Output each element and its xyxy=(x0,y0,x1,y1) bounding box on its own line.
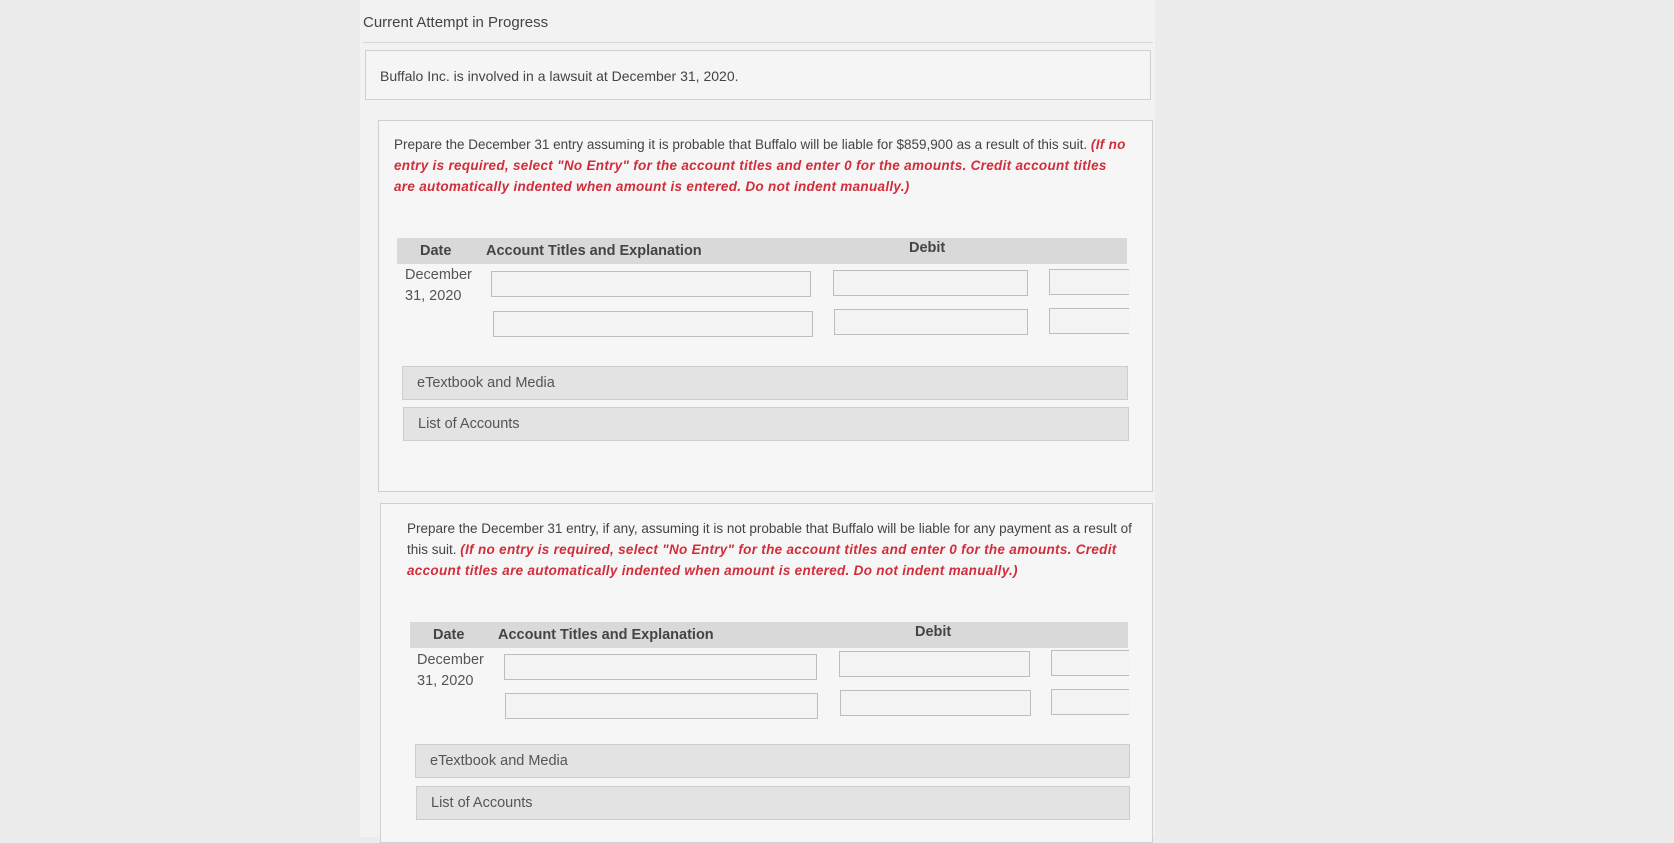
account-column-header: Account Titles and Explanation xyxy=(498,627,714,643)
list-of-accounts-label: List of Accounts xyxy=(418,416,520,432)
part-2-row-2-debit-field[interactable] xyxy=(840,690,1031,716)
list-of-accounts-label: List of Accounts xyxy=(431,795,533,811)
part-1-row-2-account-field[interactable] xyxy=(493,311,813,337)
divider xyxy=(363,42,1153,43)
part-2-list-of-accounts-button[interactable] xyxy=(416,786,1130,820)
part-1-etextbook-button[interactable] xyxy=(402,366,1128,400)
date-column-header: Date xyxy=(433,627,465,643)
entry-date-line: December xyxy=(405,267,472,283)
part-1-row-1-debit-field[interactable] xyxy=(833,270,1028,296)
part-2-prompt xyxy=(407,518,1132,581)
part-1-prompt xyxy=(394,134,1130,197)
debit-column-header: Debit xyxy=(909,240,946,256)
part-1-row-2-credit-field[interactable] xyxy=(1049,308,1129,334)
part-2-row-2-credit-field[interactable] xyxy=(1051,689,1129,715)
part-2-table-header xyxy=(410,622,1128,648)
entry-date-line: 31, 2020 xyxy=(417,673,474,689)
part-1-row-1-credit-field[interactable] xyxy=(1049,269,1129,295)
part-1-row-2-debit-field[interactable] xyxy=(834,309,1028,335)
part-2-row-1-account-field[interactable] xyxy=(504,654,817,680)
part-2-instructions: (If no entry is required, select "No Entry" for the account titles and enter 0 for the amounts. Credit account titles are automatically indented when amount is entered. Do not indent manually.) xyxy=(407,542,1117,578)
etextbook-label: eTextbook and Media xyxy=(417,375,555,391)
part-2-prompt-text: Prepare the December 31 entry, if any, assuming it is not probable that Buffalo will be liable for any payment as a result of this suit. xyxy=(407,521,1132,557)
entry-date-line: 31, 2020 xyxy=(405,288,462,304)
account-column-header: Account Titles and Explanation xyxy=(486,243,702,259)
part-2-row-1-credit-field[interactable] xyxy=(1051,650,1129,676)
problem-intro-box xyxy=(365,50,1151,100)
etextbook-label: eTextbook and Media xyxy=(430,753,568,769)
attempt-status-label: Current Attempt in Progress xyxy=(363,14,549,31)
part-1-entry-date xyxy=(405,265,472,307)
part-2-entry-date xyxy=(417,650,484,692)
part-1-row-1-account-field[interactable] xyxy=(491,271,811,297)
part-1-table-header xyxy=(397,238,1127,264)
date-column-header: Date xyxy=(420,243,452,259)
part-1-prompt-text: Prepare the December 31 entry assuming it is probable that Buffalo will be liable for $859,900 as a result of this suit. xyxy=(394,137,1088,152)
part-2-etextbook-button[interactable] xyxy=(415,744,1130,778)
part-2-row-2-account-field[interactable] xyxy=(505,693,818,719)
debit-column-header: Debit xyxy=(915,624,952,640)
part-1-instructions: (If no entry is required, select "No Entry" for the account titles and enter 0 for the amounts. Credit account titles are automatically indented when amount is entered. Do not indent manually.) xyxy=(394,137,1126,194)
entry-date-line: December xyxy=(417,652,484,668)
problem-intro-text: Buffalo Inc. is involved in a lawsuit at December 31, 2020. xyxy=(380,68,739,84)
part-2-row-1-debit-field[interactable] xyxy=(839,651,1030,677)
part-1-list-of-accounts-button[interactable] xyxy=(403,407,1129,441)
